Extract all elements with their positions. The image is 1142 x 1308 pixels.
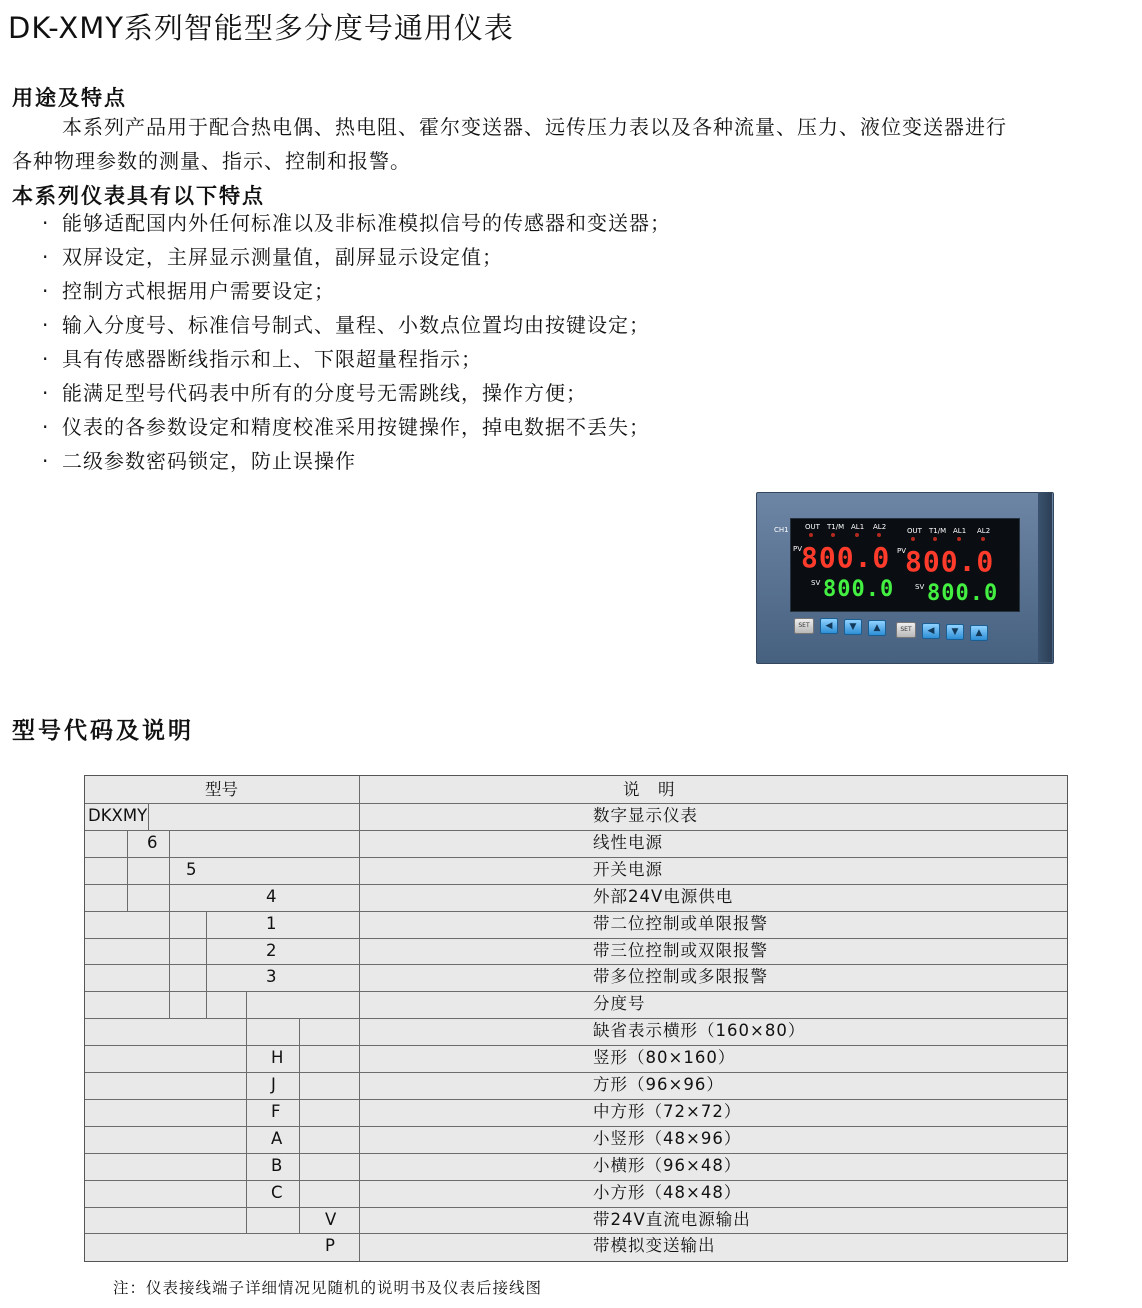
- instrument-image: [756, 492, 1052, 662]
- indicator-out: OUT: [907, 527, 922, 535]
- feature-text: 双屏设定，主屏显示测量值，副屏显示设定值；: [62, 245, 503, 269]
- display-screen: [790, 518, 1020, 612]
- feature-text: 仪表的各参数设定和精度校准采用按键操作，掉电数据不丢失；: [62, 415, 650, 439]
- model-description: 带24V直流电源输出: [593, 1209, 751, 1229]
- led: [957, 537, 961, 541]
- table-column-divider: [246, 1018, 247, 1233]
- table-header-desc: 说 明: [623, 780, 676, 799]
- ch1-up-key: ▲: [868, 620, 886, 636]
- list-item: [42, 376, 671, 410]
- led: [911, 537, 915, 541]
- model-code: 6: [147, 832, 158, 852]
- table-column-divider: [169, 911, 170, 1019]
- table-column-divider: [299, 1018, 300, 1233]
- ch1-left-key: ◀: [820, 618, 838, 634]
- indicator-t1m: T1/M: [929, 527, 947, 535]
- table-column-divider: [246, 991, 247, 1018]
- bullet: ·: [42, 211, 50, 235]
- model-code: 2: [266, 940, 277, 960]
- led: [981, 537, 985, 541]
- table-row: [85, 830, 1067, 857]
- feature-text: 具有传感器断线指示和上、下限超量程指示；: [62, 347, 482, 371]
- usage-paragraph: [12, 110, 1136, 178]
- pv-label: PV: [897, 547, 907, 555]
- table-row: [85, 1099, 1067, 1126]
- model-description: 带模拟变送输出: [593, 1236, 716, 1256]
- table-row: [85, 1126, 1067, 1153]
- bullet: ·: [42, 347, 50, 371]
- usage-paragraph-line1: 本系列产品用于配合热电偶、热电阻、霍尔变送器、远传压力表以及各种流量、压力、液位变送器进行: [62, 115, 1007, 139]
- bullet: ·: [42, 449, 50, 473]
- indicator-al2: AL2: [977, 527, 991, 535]
- indicator-al1: AL1: [953, 527, 967, 535]
- model-code: H: [271, 1048, 284, 1068]
- table-row: [85, 1233, 1067, 1260]
- table-row: [85, 1207, 1067, 1234]
- model-description: 外部24V电源供电: [593, 886, 734, 906]
- feature-text: 控制方式根据用户需要设定；: [62, 279, 335, 303]
- features-heading: 本系列仪表具有以下特点: [12, 184, 265, 208]
- features-list: [42, 206, 671, 478]
- list-item: [42, 274, 671, 308]
- model-code: J: [271, 1075, 276, 1094]
- list-item: [42, 240, 671, 274]
- model-code: A: [271, 1128, 283, 1148]
- feature-text: 二级参数密码锁定，防止误操作: [62, 449, 356, 473]
- ch1-pv-value: 800.0: [801, 541, 891, 574]
- table-row: [85, 884, 1067, 911]
- ch1-set-key: SET: [794, 618, 814, 634]
- table-row: [85, 911, 1067, 938]
- model-code: 4: [266, 886, 277, 906]
- model-description: 中方形（72×72）: [593, 1101, 742, 1121]
- ch2-pv-value: 800.0: [905, 545, 995, 578]
- model-code: 1: [266, 913, 277, 933]
- sv-label: SV: [915, 583, 925, 591]
- led: [933, 537, 937, 541]
- ch1-sv-value: 800.0: [823, 577, 895, 602]
- table-row: [85, 1180, 1067, 1207]
- indicator-t1m: T1/M: [827, 523, 845, 531]
- model-code: DKXMY: [88, 806, 148, 825]
- bullet: ·: [42, 415, 50, 439]
- table-column-divider: [169, 830, 170, 911]
- list-item: [42, 342, 671, 376]
- model-description: 小方形（48×48）: [593, 1182, 742, 1202]
- led: [877, 533, 881, 537]
- ch2-down-key: ▼: [946, 624, 964, 640]
- model-description: 分度号: [593, 994, 646, 1014]
- model-code-table: [84, 775, 1068, 1262]
- list-item: [42, 444, 671, 478]
- list-item: [42, 308, 671, 342]
- indicator-al1: AL1: [851, 523, 865, 531]
- table-row: [85, 1045, 1067, 1072]
- table-row: [85, 803, 1067, 830]
- ch2-up-key: ▲: [970, 625, 988, 641]
- table-row: [85, 964, 1067, 991]
- pv-label: PV: [793, 545, 803, 553]
- indicator-out: OUT: [805, 523, 820, 531]
- ch2-left-key: ◀: [922, 623, 940, 639]
- model-description: 竖形（80×160）: [593, 1048, 736, 1068]
- model-description: 数字显示仪表: [593, 806, 698, 825]
- led: [809, 533, 813, 537]
- bullet: ·: [42, 245, 50, 269]
- ch1-down-key: ▼: [844, 619, 862, 635]
- list-item: [42, 410, 671, 444]
- table-column-divider: [127, 830, 128, 911]
- bullet: ·: [42, 381, 50, 405]
- model-description: 带二位控制或单限报警: [593, 913, 768, 933]
- table-row: [85, 991, 1067, 1018]
- model-description: 带三位控制或双限报警: [593, 940, 768, 960]
- usage-paragraph-line2: 各种物理参数的测量、指示、控制和报警。: [12, 149, 411, 173]
- ch2-set-key: SET: [896, 622, 916, 638]
- model-description: 小横形（96×48）: [593, 1155, 742, 1175]
- footnote: 注：仪表接线端子详细情况见随机的说明书及仪表后接线图: [113, 1279, 543, 1297]
- model-description: 开关电源: [593, 859, 663, 879]
- table-row: [85, 1153, 1067, 1180]
- list-item: [42, 206, 671, 240]
- table-row: [85, 938, 1067, 965]
- model-description: 线性电源: [593, 832, 663, 852]
- led: [831, 533, 835, 537]
- feature-text: 能满足型号代码表中所有的分度号无需跳线，操作方便；: [62, 381, 587, 405]
- indicator-al2: AL2: [873, 523, 887, 531]
- table-row: [85, 1072, 1067, 1099]
- model-code: F: [271, 1101, 281, 1121]
- bullet: ·: [42, 279, 50, 303]
- table-column-divider: [148, 803, 149, 830]
- bullet: ·: [42, 313, 50, 337]
- model-code: B: [271, 1155, 283, 1175]
- model-code: P: [325, 1236, 335, 1256]
- page-title: DK-XMY系列智能型多分度号通用仪表: [8, 11, 514, 45]
- ch2-sv-value: 800.0: [927, 581, 999, 606]
- usage-heading: 用途及特点: [12, 86, 127, 110]
- model-code: V: [325, 1209, 337, 1229]
- model-code: 3: [266, 967, 277, 987]
- model-description: 缺省表示横形（160×80）: [593, 1021, 806, 1041]
- table-row: [85, 1018, 1067, 1045]
- model-description: 方形（96×96）: [593, 1075, 724, 1094]
- sv-label: SV: [811, 579, 821, 587]
- table-column-divider: [206, 991, 207, 1018]
- feature-text: 能够适配国内外任何标准以及非标准模拟信号的传感器和变送器；: [62, 211, 671, 235]
- model-code: 5: [186, 859, 197, 879]
- model-section-title: 型号代码及说明: [12, 718, 194, 744]
- model-description: 带多位控制或多限报警: [593, 967, 768, 987]
- led: [855, 533, 859, 537]
- feature-text: 输入分度号、标准信号制式、量程、小数点位置均由按键设定；: [62, 313, 650, 337]
- instrument-side: [1038, 492, 1052, 662]
- table-row: [85, 857, 1067, 884]
- table-header-model: 型号: [205, 780, 238, 799]
- ch1-label: CH1: [774, 526, 789, 534]
- model-code: C: [271, 1182, 283, 1202]
- model-description: 小竖形（48×96）: [593, 1128, 742, 1148]
